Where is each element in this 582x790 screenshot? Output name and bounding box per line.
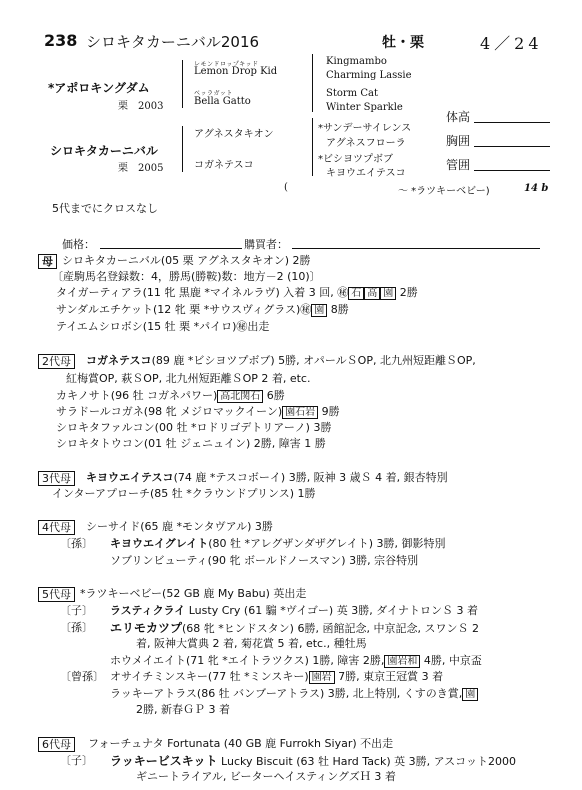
foal-record: テイエムシロボシ(15 牡 栗 *パイロ) xyxy=(56,320,237,333)
section-label: 母 xyxy=(38,254,57,269)
wins: 7勝, 東京王冠賞 3 着 xyxy=(338,670,444,683)
wins: 4勝, 中京盃 xyxy=(423,654,482,667)
record: Lucky Biscuit (63 牡 Hard Tack) 英 3勝, アスコット2000 xyxy=(221,755,516,768)
sire-color-year: 栗 2003 xyxy=(118,101,164,112)
track-mark: 園 xyxy=(462,688,478,701)
buyer-label: 購買者： xyxy=(244,238,288,251)
foal-record: カキノサト(96 牡 コガネパワー) xyxy=(56,389,218,402)
g4-line-3: ソブリンビューティ(90 牝 ボールドノースマン) 3勝, 宗谷特別 xyxy=(110,554,419,567)
horse-name: キヨウエイグレイト xyxy=(110,537,209,550)
ds-sire: *サンデーサイレンス xyxy=(318,123,412,134)
cannon-field[interactable] xyxy=(474,170,550,171)
track-mark: 園石岩 xyxy=(282,406,318,419)
dam-line-1: シロキタカーニバル(05 栗 アグネスタキオン) 2勝 xyxy=(62,254,311,267)
g5-line-5 xyxy=(110,654,482,669)
g3-line-2: インターアプローチ(85 牡 *クラウンドプリンス) 1勝 xyxy=(52,487,316,500)
g2-line-2: 紅梅賞OP, 萩ＳOP, 北九州短距離ＳOP 2 着, etc. xyxy=(66,372,311,385)
record: Lusty Cry (61 騸 *ヴイゴー) 英 3勝, ダイナトロンＳ 3 着 xyxy=(188,604,478,617)
family-open: ( xyxy=(284,182,288,193)
section-label: 6代母 xyxy=(38,737,75,752)
sire-dam-name: Bella Gatto xyxy=(194,96,251,107)
chest-field[interactable] xyxy=(474,146,550,147)
sire-sire-name: Lemon Drop Kid xyxy=(194,66,278,77)
wins: 6勝 xyxy=(266,389,285,402)
horse-name: キヨウエイテスコ xyxy=(86,471,174,484)
g5-line-3 xyxy=(110,621,479,636)
track-mark: 高 xyxy=(364,287,380,300)
g2-line-5: シロキタファルコン(00 牡 *ロドリゴデトリアーノ) 3勝 xyxy=(56,421,332,434)
height-field[interactable] xyxy=(474,122,550,123)
g2-line-4 xyxy=(56,405,340,420)
track-mark: 園岩和 xyxy=(384,655,420,668)
record: (74 鹿 *テスコボーイ) 3勝, 阪神 3 歳Ｓ 4 着, 銀杏特別 xyxy=(173,471,448,484)
record: (80 牡 *アレグザンダザグレイト) 3勝, 御影特別 xyxy=(208,537,446,550)
section-label: 3代母 xyxy=(38,471,75,486)
family-line: ～ *ラツキーベビー) xyxy=(398,186,490,197)
height-label: 体高 xyxy=(446,110,471,124)
foal-record: オサイチミンスキー(77 牡 *ミンスキー) xyxy=(110,670,309,683)
g5-tag-child: 〔子〕 xyxy=(60,604,93,617)
section-label: 5代母 xyxy=(38,587,75,602)
g2-line-6: シロキタトウコン(01 牡 ジェニュイン) 2勝, 障害 1 勝 xyxy=(56,437,326,450)
foal-record: タイガーティアラ(11 牝 黒鹿 *マイネルラヴ) 入着 3 回, xyxy=(56,286,334,299)
g5-tag-grandchild: 〔孫〕 xyxy=(60,621,93,634)
sire-dam-kana: ベッラガット xyxy=(194,90,233,97)
cannon-label: 管囲 xyxy=(446,158,471,172)
price-field[interactable] xyxy=(100,248,242,249)
track-mark: 石 xyxy=(348,287,364,300)
track-mark: 園 xyxy=(311,304,327,317)
g6-line-3: ギニートライアル, ビーターヘイスティングズＨ 3 着 xyxy=(136,770,396,783)
g6-line-2 xyxy=(110,754,516,769)
g6-tag-child: 〔子〕 xyxy=(60,754,93,767)
section-label: 4代母 xyxy=(38,520,75,535)
record: (89 鹿 *ビシヨツプボブ) 5勝, オパールＳOP, 北九州短距離ＳOP, xyxy=(151,354,476,367)
g5-line-1: *ラツキーベビー(52 GB 鹿 My Babu) 英出走 xyxy=(80,587,307,600)
inbreeding-note: 5代までにクロスなし xyxy=(52,202,158,215)
horse-name: シロキタカーニバル2016 xyxy=(86,33,260,51)
dd-sire: *ビシヨツプボブ xyxy=(318,154,393,165)
result: 出走 xyxy=(247,320,270,333)
track-mark: 高北関石 xyxy=(217,390,263,403)
buyer-field[interactable] xyxy=(292,248,540,249)
foal-record: ホウメイエイト(71 牝 *エイトラツクス) 1勝, 障害 2勝, xyxy=(110,654,385,667)
wins: 9勝 xyxy=(321,405,340,418)
g5-line-8: 2勝, 新春ＧＰ 3 着 xyxy=(136,703,230,716)
g3-line-1 xyxy=(86,471,448,485)
record: (68 牝 *ヒンドスタン) 6勝, 函館記念, 中京記念, スワンＳ 2 xyxy=(182,622,479,635)
price-label: 価格： xyxy=(62,238,95,251)
g5-tag-great-grandchild: 〔曾孫〕 xyxy=(60,670,104,683)
dd-dam: キヨウエイテスコ xyxy=(326,168,406,179)
sd-dam: Winter Sparkle xyxy=(326,102,403,113)
track-mark: 園岩 xyxy=(309,671,335,684)
dam-sire: アグネスタキオン xyxy=(194,129,274,140)
sire-name: *アポロキングダム xyxy=(48,81,150,95)
dam-dam: コガネテスコ xyxy=(194,160,254,171)
horse-name: ラッキービスキット xyxy=(110,754,218,768)
foal-record: サラドールコガネ(98 牝 メジロマックイーン) xyxy=(56,405,283,418)
ds-dam: アグネスフローラ xyxy=(326,138,406,149)
g2-line-3 xyxy=(56,389,285,404)
ss-dam: Charming Lassie xyxy=(326,70,412,81)
local-mark: ㊙ xyxy=(236,320,248,333)
dam-name: シロキタカーニバル xyxy=(50,144,158,158)
g4-line-1: シーサイド(65 鹿 *モンタヴアル) 3勝 xyxy=(86,520,273,533)
sire-sire-kana: レモンドロップキッド xyxy=(194,61,259,68)
horse-name: ラスティクライ xyxy=(110,604,186,617)
sex-color: 牡・栗 xyxy=(382,35,424,51)
dam-line-2: 〔産駒馬名登録数：4，勝馬(勝鞍)数：地方－2 (10)〕 xyxy=(52,270,321,283)
family-number: 14 b xyxy=(524,183,549,194)
g2-line-1 xyxy=(86,354,476,368)
horse-name: エリモカツプ xyxy=(110,621,183,635)
horse-name: コガネテスコ xyxy=(86,354,152,367)
g5-line-4: 着, 阪神大賞典 2 着, 菊花賞 5 着, etc., 種牡馬 xyxy=(136,637,367,650)
g4-tag-grandchild: 〔孫〕 xyxy=(60,537,93,550)
g5-line-6 xyxy=(110,670,443,685)
dam-color-year: 栗 2005 xyxy=(118,163,164,174)
foal-record: ラッキーアトラス(86 牡 バンブーアトラス) 3勝, 北上特別, くすのき賞, xyxy=(110,687,463,700)
wins: 2勝 xyxy=(399,286,418,299)
section-label: 2代母 xyxy=(38,354,75,369)
wins: 8勝 xyxy=(330,303,349,316)
dam-line-4 xyxy=(56,303,349,318)
ss-sire: Kingmambo xyxy=(326,56,387,67)
dam-line-3 xyxy=(56,286,418,301)
local-mark: ㊙ xyxy=(337,286,349,299)
g5-line-2 xyxy=(110,604,478,618)
lot-number: 238 xyxy=(44,31,78,50)
local-mark: ㊙ xyxy=(300,303,312,316)
sd-sire: Storm Cat xyxy=(326,88,378,99)
g6-line-1: フォーチュナタ Fortunata (40 GB 鹿 Furrokh Siyar) 不出走 xyxy=(88,737,394,750)
g4-line-2 xyxy=(110,537,446,551)
track-mark: 園 xyxy=(380,287,396,300)
foal-record: サンダルエチケット(12 牝 栗 *サウスヴィグラス) xyxy=(56,303,301,316)
dam-line-5 xyxy=(56,320,269,334)
sale-date: 4／24 xyxy=(480,34,543,53)
g5-line-7 xyxy=(110,687,478,702)
chest-label: 胸囲 xyxy=(446,134,471,148)
